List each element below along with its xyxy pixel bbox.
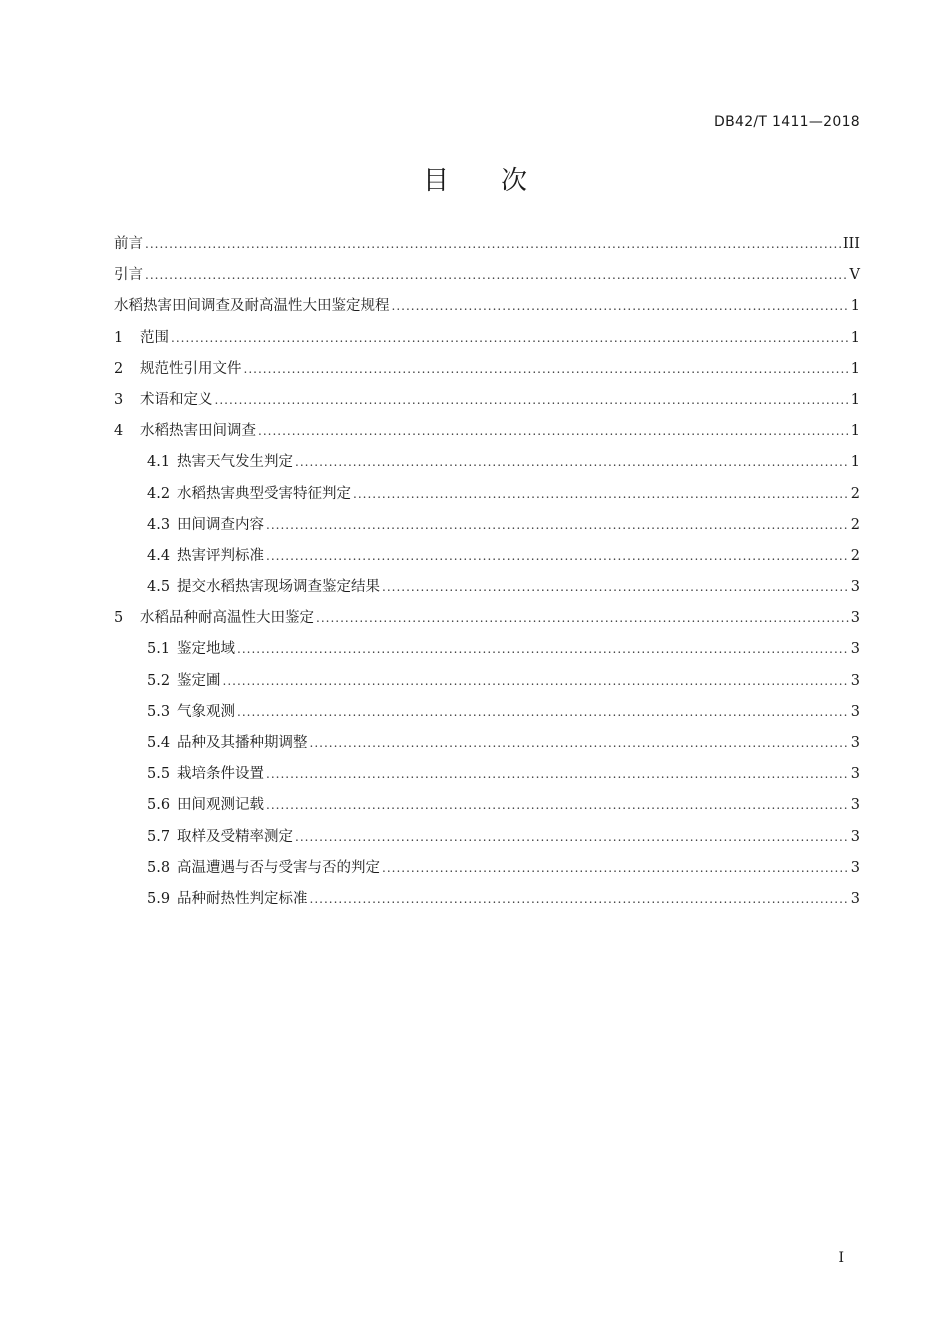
toc-entry-number: 4.1 — [147, 454, 171, 471]
toc-leader-dots — [258, 424, 849, 438]
toc-entry[interactable] — [114, 825, 860, 856]
toc-entry[interactable] — [114, 294, 860, 325]
toc-entry-number: 5.6 — [147, 797, 171, 814]
toc-entry-page: 1 — [850, 391, 860, 408]
toc-entry[interactable] — [114, 575, 860, 606]
toc-entry-label: 栽培条件设置 — [177, 766, 264, 783]
toc-entry-number: 4.2 — [147, 485, 171, 502]
toc-entry[interactable] — [114, 606, 860, 637]
toc-entry-label: 前言 — [114, 236, 143, 252]
toc-entry-page: 1 — [850, 423, 860, 440]
toc-entry-label: 热害评判标准 — [177, 547, 264, 564]
toc-leader-dots — [237, 705, 849, 719]
toc-entry-page: 3 — [850, 703, 860, 720]
toc-leader-dots — [295, 455, 849, 469]
toc-entry-label: 取样及受精率测定 — [177, 828, 293, 845]
toc-entry[interactable] — [114, 357, 860, 388]
toc-entry-label: 高温遭遇与否与受害与否的判定 — [177, 859, 380, 876]
toc-entry[interactable] — [114, 887, 860, 918]
toc-entry-label: 田间观测记载 — [177, 797, 264, 814]
toc-entry-page: 1 — [850, 454, 860, 471]
toc-entry[interactable] — [114, 263, 860, 294]
toc-leader-dots — [266, 549, 849, 563]
toc-entry-number: 3 — [114, 391, 124, 408]
toc-leader-dots — [266, 518, 849, 532]
toc-leader-dots — [266, 798, 849, 812]
toc-leader-dots — [215, 393, 849, 407]
toc-entry-number: 5 — [114, 610, 124, 627]
toc-leader-dots — [295, 830, 849, 844]
toc-entry-number: 5.9 — [147, 890, 171, 907]
toc-entry-page: 2 — [850, 516, 860, 533]
toc-title-char-2: 次 — [501, 166, 528, 196]
toc-entry-label: 品种及其播种期调整 — [177, 735, 308, 751]
toc-entry-page: 1 — [850, 329, 860, 346]
toc-leader-dots — [266, 767, 849, 781]
toc-leader-dots — [382, 580, 849, 594]
toc-entry-label: 提交水稻热害现场调查鉴定结果 — [177, 579, 380, 596]
toc-leader-dots — [244, 362, 849, 376]
toc-entry-label: 水稻热害典型受害特征判定 — [177, 485, 351, 502]
toc-leader-dots — [310, 892, 849, 906]
toc-entry-label: 范围 — [140, 329, 169, 346]
toc-entry-label: 规范性引用文件 — [140, 360, 242, 377]
toc-entry-number: 5.2 — [147, 672, 171, 689]
toc-entry-page: 3 — [850, 828, 860, 845]
toc-entry[interactable] — [114, 326, 860, 357]
toc-entry-number: 5.4 — [147, 735, 171, 751]
toc-title-char-1: 目 — [422, 166, 449, 196]
toc-leader-dots — [316, 611, 849, 625]
toc-entry-number: 1 — [114, 329, 124, 346]
toc-entry-page: 3 — [850, 672, 860, 689]
toc-entry[interactable] — [114, 669, 860, 700]
toc-entry-page: III — [842, 236, 860, 252]
table-of-contents — [114, 232, 860, 918]
toc-entry[interactable] — [114, 637, 860, 668]
toc-entry[interactable] — [114, 793, 860, 824]
toc-entry[interactable] — [114, 482, 860, 513]
toc-entry-number: 4 — [114, 423, 124, 440]
toc-entry-number: 5.3 — [147, 703, 171, 720]
toc-entry-number: 4.4 — [147, 547, 171, 564]
toc-entry-number: 5.8 — [147, 859, 171, 876]
toc-entry-page: 3 — [850, 766, 860, 783]
toc-entry[interactable] — [114, 762, 860, 793]
toc-entry-label: 鉴定地域 — [177, 641, 235, 658]
toc-entry-page: 3 — [850, 610, 860, 627]
toc-entry-number: 5.5 — [147, 766, 171, 783]
toc-entry-label: 鉴定圃 — [177, 672, 221, 689]
toc-entry-number: 2 — [114, 360, 124, 377]
toc-leader-dots — [145, 237, 841, 251]
toc-entry-page: 3 — [850, 579, 860, 596]
toc-entry-label: 气象观测 — [177, 703, 235, 720]
toc-entry-page: 3 — [850, 735, 860, 751]
toc-entry-label: 品种耐热性判定标准 — [177, 890, 308, 907]
toc-entry-page: 3 — [850, 641, 860, 658]
toc-entry[interactable] — [114, 856, 860, 887]
toc-entry-page: 3 — [850, 797, 860, 814]
toc-entry-number: 5.7 — [147, 828, 171, 845]
toc-leader-dots — [145, 268, 848, 282]
toc-entry-page: 2 — [850, 485, 860, 502]
toc-entry-page: 3 — [850, 859, 860, 876]
toc-title — [0, 160, 950, 197]
toc-entry-page: 3 — [850, 890, 860, 907]
toc-entry-number: 4.3 — [147, 516, 171, 533]
toc-entry-label: 水稻热害田间调查及耐高温性大田鉴定规程 — [114, 298, 390, 315]
toc-leader-dots — [392, 299, 849, 313]
document-code: DB42/T 1411—2018 — [714, 114, 860, 130]
toc-entry[interactable] — [114, 700, 860, 731]
toc-entry-label: 水稻热害田间调查 — [140, 423, 256, 440]
toc-entry-page: 1 — [850, 360, 860, 377]
toc-entry-page: 1 — [850, 298, 860, 315]
toc-leader-dots — [310, 736, 849, 750]
toc-leader-dots — [382, 861, 849, 875]
toc-entry[interactable] — [114, 544, 860, 575]
toc-leader-dots — [353, 487, 849, 501]
toc-entry-page: V — [849, 267, 860, 284]
toc-entry[interactable] — [114, 450, 860, 481]
toc-entry[interactable] — [114, 513, 860, 544]
toc-entry-label: 田间调查内容 — [177, 516, 264, 533]
toc-leader-dots — [223, 674, 849, 688]
toc-entry[interactable] — [114, 731, 860, 762]
toc-entry-label: 水稻品种耐高温性大田鉴定 — [140, 610, 314, 627]
toc-entry-number: 4.5 — [147, 579, 171, 596]
toc-entry-label: 术语和定义 — [140, 391, 213, 408]
page-number: I — [838, 1250, 844, 1266]
toc-entry-page: 2 — [850, 547, 860, 564]
toc-leader-dots — [237, 642, 849, 656]
toc-entry-number: 5.1 — [147, 641, 171, 658]
toc-entry-label: 热害天气发生判定 — [177, 454, 293, 471]
toc-entry[interactable] — [114, 388, 860, 419]
toc-entry[interactable] — [114, 232, 860, 263]
toc-leader-dots — [171, 331, 849, 345]
toc-entry[interactable] — [114, 419, 860, 450]
toc-entry-label: 引言 — [114, 267, 143, 284]
